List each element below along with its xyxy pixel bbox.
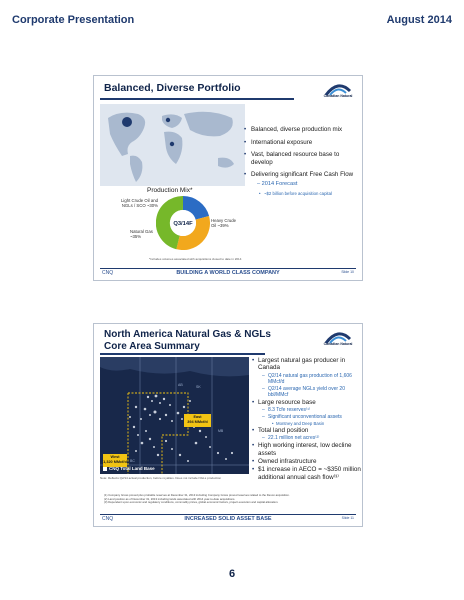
donut-center-label: Q3/14F	[173, 221, 193, 227]
world-map	[100, 104, 245, 186]
logo-wordmark: Canadian Natural	[323, 94, 353, 98]
footer-slide-number: Slide 11	[341, 516, 354, 520]
header-title: Corporate Presentation	[12, 14, 135, 26]
page-header	[12, 14, 452, 30]
pie-footnote: *Includes volumes associated with acquisitions closed to date in 2014	[149, 257, 242, 261]
legend-label: CNQ Total Land Base	[109, 466, 155, 471]
legend-swatch	[103, 467, 107, 471]
bullet-item: • Vast, balanced resource base to develop	[244, 151, 362, 166]
bullet-item: • Balanced, diverse production mix	[244, 126, 362, 134]
sub-bullet: – Significant unconventional assets	[252, 414, 362, 420]
sub-sub-bullet: • ~$2 billion before acquisition capital	[244, 191, 362, 197]
label-light-crude: Light Crude Oil and NGLs / SCO ~30%	[120, 198, 158, 208]
slide-title-line1: North America Natural Gas & NGLs	[104, 329, 271, 340]
sub-bullet: – Q2/14 natural gas production of 1,606 MMcf/d	[252, 373, 362, 385]
footnote: (2) Land position as of December 31, 2013 including lands associated with 2014 year-to-date acquisitions.	[104, 496, 236, 501]
footer-slide-number: Slide 10	[341, 270, 354, 274]
label-natural-gas: Natural Gas ~35%	[130, 229, 153, 239]
slide-footer	[100, 268, 356, 277]
land-base-map	[100, 357, 249, 474]
map-footnote: Note: Reflects Q2/14 actual production, before royalties. Does not include NGLs production	[100, 476, 222, 480]
east-region-callout	[184, 414, 211, 427]
title-underline	[100, 353, 265, 355]
production-mix-donut	[156, 196, 210, 250]
header-date: August 2014	[386, 14, 452, 26]
province-label-bc: BC	[130, 459, 135, 463]
bullet-item: • Total land position	[252, 427, 362, 434]
key-points	[244, 126, 362, 199]
bullet-item: • Owned infrastructure	[252, 458, 362, 465]
footnote: (3) Dependent upon economic and regulatory conditions, commodity prices, global economic factors, project execution and capital allocation.	[104, 500, 279, 505]
province-label-ab: AB	[178, 383, 183, 387]
label-heavy-crude: Heavy Crude Oil ~39%	[211, 218, 237, 228]
footnote: (1) Company Gross proved plus probable reserves at December 31, 2013 including Company Gross proved reserves related to the Devon acquisition.	[104, 493, 290, 497]
sub-bullet: – 2014 Forecast	[257, 180, 298, 187]
west-value: 1,320 MMcf/d	[103, 459, 127, 464]
sub-bullet: – 8.3 Tcfe reserves⁽¹⁾	[252, 407, 362, 413]
province-label-mb: MB	[218, 429, 224, 433]
key-points	[252, 357, 362, 482]
bullet-item: • $1 increase in AECO = ~$350 million additional annual cash flow⁽³⁾	[252, 466, 362, 481]
west-label: West	[110, 455, 120, 459]
sub-bullet: – Q2/14 average NGLs yield over 20 bbl/MMcf	[252, 386, 362, 398]
slide-title-line2: Core Area Summary	[104, 340, 200, 352]
bullet-item: • International exposure	[244, 139, 362, 147]
east-label: East	[193, 415, 202, 419]
slide-core-area-summary	[93, 323, 363, 527]
footer-tagline: BUILDING A WORLD CLASS COMPANY	[176, 270, 280, 276]
pie-title: Production Mix*	[147, 187, 193, 194]
slide-footer	[100, 514, 356, 523]
east-value: 394 MMcf/d	[187, 419, 208, 424]
footer-ticker: CNQ	[102, 270, 114, 276]
bullet-item: • Largest natural gas producer in Canada	[252, 357, 362, 372]
slide-title: Balanced, Diverse Portfolio	[104, 82, 241, 94]
title-underline	[100, 98, 294, 100]
bullet-item: • High working interest, low decline assets	[252, 442, 362, 457]
footer-ticker: CNQ	[102, 516, 114, 522]
slide-balanced-portfolio	[93, 75, 363, 281]
footer-tagline: INCREASED SOLID ASSET BASE	[184, 516, 272, 522]
bullet-item: • Large resource base	[252, 399, 362, 406]
logo-wordmark: Canadian Natural	[323, 342, 353, 346]
sub-sub-bullet: • Montney and Deep Basin	[252, 421, 362, 426]
map-legend	[103, 466, 155, 471]
slide-title	[104, 329, 271, 352]
sub-bullet: – 22.1 million net acres⁽²⁾	[252, 435, 362, 441]
footnotes	[104, 494, 354, 505]
page-number: 6	[228, 568, 236, 580]
province-label-sk: SK	[196, 385, 201, 389]
bullet-item: • Delivering significant Free Cash Flow	[244, 171, 362, 179]
